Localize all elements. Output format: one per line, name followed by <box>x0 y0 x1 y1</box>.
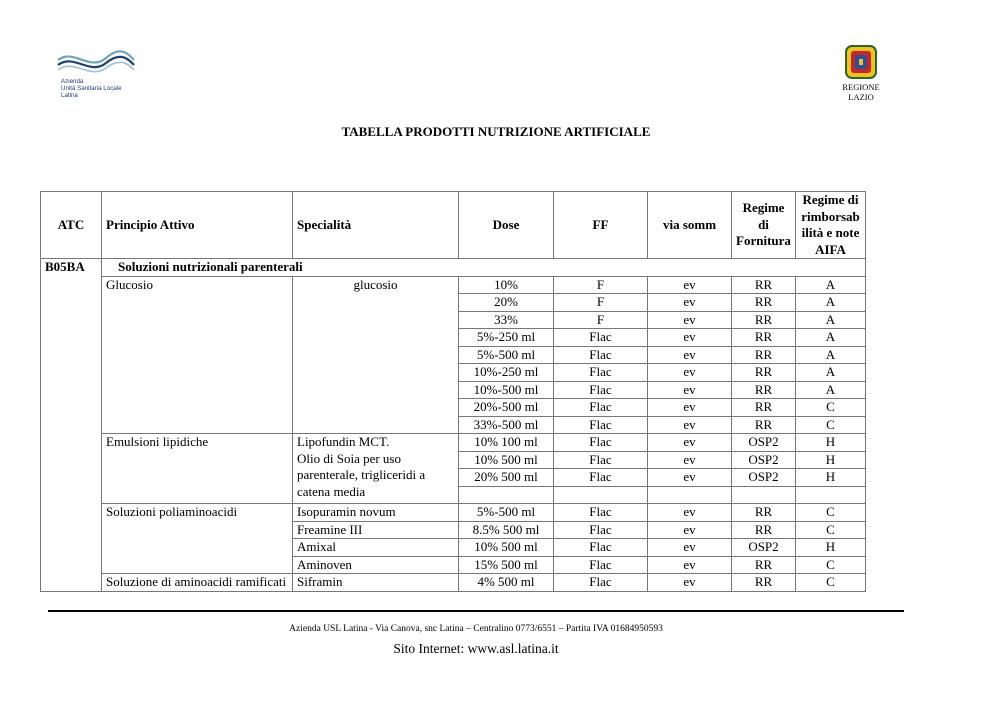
principio-cell: Emulsioni lipidiche <box>102 434 293 504</box>
ff-cell: Flac <box>554 434 648 452</box>
rimborso-cell: C <box>796 574 866 592</box>
asl-logo-text: Azienda Unità Sanitaria Locale Latina <box>61 78 122 100</box>
specialita-cell: Freamine III <box>293 521 459 539</box>
atc-code: B05BA <box>41 259 102 277</box>
specialita-cell: Isopuramin novum <box>293 504 459 522</box>
via-cell: ev <box>648 399 732 417</box>
fornitura-cell: RR <box>732 556 796 574</box>
dose-cell: 8.5% 500 ml <box>459 521 554 539</box>
via-cell: ev <box>648 521 732 539</box>
table-row <box>41 276 866 294</box>
dose-cell: 5%-500 ml <box>459 346 554 364</box>
rimborso-cell: C <box>796 556 866 574</box>
dose-cell: 10% 500 ml <box>459 451 554 469</box>
ff-cell: Flac <box>554 399 648 417</box>
ff-cell: F <box>554 311 648 329</box>
via-cell: ev <box>648 539 732 557</box>
via-cell: ev <box>648 276 732 294</box>
ff-cell: Flac <box>554 416 648 434</box>
page-title: TABELLA PRODOTTI NUTRIZIONE ARTIFICIALE <box>341 124 651 139</box>
fornitura-cell: RR <box>732 329 796 347</box>
ff-cell: F <box>554 294 648 312</box>
dose-cell: 10%-500 ml <box>459 381 554 399</box>
via-cell-empty <box>648 486 732 504</box>
ff-cell: Flac <box>554 329 648 347</box>
rimborso-cell: A <box>796 329 866 347</box>
ff-cell: Flac <box>554 346 648 364</box>
dose-cell: 10% 100 ml <box>459 434 554 452</box>
footer-website: Sito Internet: www.asl.latina.it <box>393 641 559 656</box>
fornitura-cell: OSP2 <box>732 539 796 557</box>
dose-cell-empty <box>459 486 554 504</box>
rimborso-cell: C <box>796 504 866 522</box>
asl-latina-logo <box>56 50 146 106</box>
specialita-cell: glucosio <box>293 276 459 434</box>
col-header-atc: ATC <box>41 192 102 259</box>
fornitura-cell: RR <box>732 276 796 294</box>
rimborso-cell: A <box>796 294 866 312</box>
rimborso-cell: A <box>796 381 866 399</box>
via-cell: ev <box>648 556 732 574</box>
table-row <box>41 574 866 592</box>
dose-cell: 10% <box>459 276 554 294</box>
dose-cell: 33%-500 ml <box>459 416 554 434</box>
col-header-ff: FF <box>554 192 648 259</box>
fornitura-cell: RR <box>732 416 796 434</box>
dose-cell: 10% 500 ml <box>459 539 554 557</box>
rimborso-cell: H <box>796 434 866 452</box>
fornitura-cell: RR <box>732 521 796 539</box>
via-cell: ev <box>648 434 732 452</box>
ff-cell: Flac <box>554 504 648 522</box>
col-header-rimborso: Regime di rimborsab ilità e note AIFA <box>796 192 866 259</box>
via-cell: ev <box>648 311 732 329</box>
ff-cell: Flac <box>554 451 648 469</box>
via-cell: ev <box>648 416 732 434</box>
rimborso-cell-empty <box>796 486 866 504</box>
via-cell: ev <box>648 294 732 312</box>
fornitura-cell: OSP2 <box>732 451 796 469</box>
fornitura-cell: OSP2 <box>732 434 796 452</box>
rimborso-cell: A <box>796 346 866 364</box>
asl-wave-logo-icon <box>56 50 136 78</box>
dose-cell: 5%-250 ml <box>459 329 554 347</box>
principio-cell: Soluzione di aminoacidi ramificati <box>102 574 293 592</box>
footer-address: Azienda USL Latina - Via Canova, snc Latina – Centralino 0773/6551 – Partita IVA 01684950593 <box>289 624 663 634</box>
fornitura-cell: RR <box>732 399 796 417</box>
dose-cell: 20% <box>459 294 554 312</box>
col-header-via: via somm <box>648 192 732 259</box>
ff-cell: Flac <box>554 574 648 592</box>
principio-cell: Soluzioni poliaminoacidi <box>102 504 293 574</box>
ff-cell: Flac <box>554 539 648 557</box>
regione-lazio-logo <box>826 44 896 106</box>
section-title: Soluzioni nutrizionali parenterali <box>102 259 866 277</box>
rimborso-cell: H <box>796 451 866 469</box>
col-header-specialita: Specialità <box>293 192 459 259</box>
dose-cell: 20%-500 ml <box>459 399 554 417</box>
rimborso-cell: C <box>796 416 866 434</box>
via-cell: ev <box>648 469 732 487</box>
table-row <box>41 504 866 522</box>
via-cell: ev <box>648 504 732 522</box>
rimborso-cell: C <box>796 399 866 417</box>
rimborso-cell: C <box>796 521 866 539</box>
via-cell: ev <box>648 381 732 399</box>
ff-cell: Flac <box>554 469 648 487</box>
products-table <box>40 191 866 592</box>
fornitura-cell: RR <box>732 346 796 364</box>
dose-cell: 20% 500 ml <box>459 469 554 487</box>
fornitura-cell: RR <box>732 574 796 592</box>
table-header-row <box>41 192 866 259</box>
ff-cell: Flac <box>554 381 648 399</box>
via-cell: ev <box>648 574 732 592</box>
via-cell: ev <box>648 364 732 382</box>
rimborso-cell: A <box>796 311 866 329</box>
footer-divider <box>48 610 904 612</box>
specialita-cell: Aminoven <box>293 556 459 574</box>
col-header-dose: Dose <box>459 192 554 259</box>
dose-cell: 15% 500 ml <box>459 556 554 574</box>
fornitura-cell: RR <box>732 504 796 522</box>
ff-cell: F <box>554 276 648 294</box>
table-row <box>41 434 866 452</box>
ff-cell: Flac <box>554 521 648 539</box>
fornitura-cell: OSP2 <box>732 469 796 487</box>
rimborso-cell: H <box>796 539 866 557</box>
via-cell: ev <box>648 451 732 469</box>
specialita-cell: Lipofundin MCT. Olio di Soia per uso parenterale, trigliceridi a catena media <box>293 434 459 504</box>
ff-cell-empty <box>554 486 648 504</box>
dose-cell: 5%-500 ml <box>459 504 554 522</box>
ff-cell: Flac <box>554 364 648 382</box>
dose-cell: 33% <box>459 311 554 329</box>
rimborso-cell: H <box>796 469 866 487</box>
fornitura-cell: RR <box>732 364 796 382</box>
principio-cell: Glucosio <box>102 276 293 434</box>
via-cell: ev <box>648 329 732 347</box>
col-header-fornitura: Regime di Fornitura <box>732 192 796 259</box>
region-label: REGIONE LAZIO <box>842 82 880 102</box>
dose-cell: 10%-250 ml <box>459 364 554 382</box>
specialita-cell: Siframin <box>293 574 459 592</box>
fornitura-cell-empty <box>732 486 796 504</box>
ff-cell: Flac <box>554 556 648 574</box>
fornitura-cell: RR <box>732 381 796 399</box>
via-cell: ev <box>648 346 732 364</box>
col-header-principio: Principio Attivo <box>102 192 293 259</box>
atc-cell-empty <box>41 276 102 591</box>
specialita-cell: Amixal <box>293 539 459 557</box>
section-row <box>41 259 866 277</box>
dose-cell: 4% 500 ml <box>459 574 554 592</box>
fornitura-cell: RR <box>732 311 796 329</box>
lazio-crest-icon <box>844 44 878 80</box>
rimborso-cell: A <box>796 276 866 294</box>
fornitura-cell: RR <box>732 294 796 312</box>
rimborso-cell: A <box>796 364 866 382</box>
